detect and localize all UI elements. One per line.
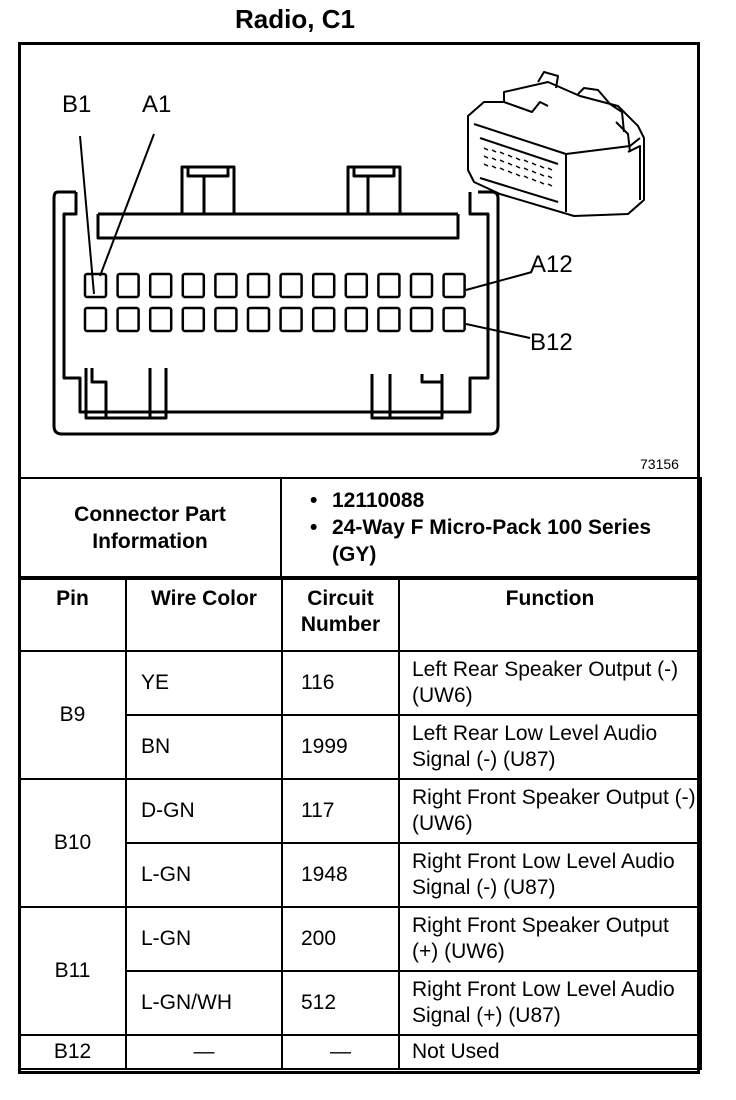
function-cell: Right Front Speaker Output (+) (UW6) <box>399 907 701 971</box>
wire-color-cell: L-GN/WH <box>126 971 282 1035</box>
connector-3d-view <box>468 72 644 216</box>
pin-cavity <box>183 308 204 331</box>
connector-description: • 24-Way F Micro-Pack 100 Series (GY) <box>310 514 700 568</box>
function-cell: Right Front Speaker Output (-) (UW6) <box>399 779 701 843</box>
table-row <box>19 651 701 715</box>
wire-color-cell: YE <box>126 651 282 715</box>
wire-color-cell: BN <box>126 715 282 779</box>
pin-cavity <box>183 274 204 297</box>
header-circuit-number: Circuit Number <box>282 579 399 651</box>
pin-cavity <box>150 274 171 297</box>
circuit-cell: 117 <box>282 779 399 843</box>
connector-info-label: Connector Part Information <box>19 478 281 577</box>
label-b12: B12 <box>530 329 573 356</box>
right-latch <box>348 167 400 214</box>
wire-color-cell: L-GN <box>126 843 282 907</box>
label-a1: A1 <box>142 91 172 118</box>
pin-table <box>18 578 702 1070</box>
page-title: Radio, C1 <box>235 4 355 34</box>
pin-cavity <box>346 308 367 331</box>
label-a12: A12 <box>530 251 573 278</box>
pin-cavity <box>444 274 465 297</box>
circuit-cell: 1948 <box>282 843 399 907</box>
circuit-cell: 116 <box>282 651 399 715</box>
pin-cavity <box>444 308 465 331</box>
pin-cavity <box>411 274 432 297</box>
pin-cavity <box>411 308 432 331</box>
pin-cavity <box>248 308 269 331</box>
function-cell: Not Used <box>399 1035 701 1069</box>
pin-cavity <box>215 308 236 331</box>
pin-cell: B9 <box>19 651 126 779</box>
left-latch <box>182 167 234 214</box>
circuit-cell: 200 <box>282 907 399 971</box>
pin-cavity <box>215 274 236 297</box>
figure-number: 73156 <box>640 456 679 472</box>
pin-cavity <box>85 308 106 331</box>
pin-cavity <box>85 274 106 297</box>
connector-info-list <box>281 478 701 577</box>
circuit-cell: 1999 <box>282 715 399 779</box>
header-function: Function <box>399 579 701 651</box>
function-cell: Left Rear Low Level Audio Signal (-) (U87) <box>399 715 701 779</box>
pin-cavity <box>281 274 302 297</box>
connector-part-number: • 12110088 <box>310 487 700 514</box>
function-cell: Right Front Low Level Audio Signal (-) (U87) <box>399 843 701 907</box>
pin-cavity <box>313 308 334 331</box>
connector-drawing <box>18 42 700 478</box>
connector-diagram <box>18 42 700 478</box>
function-cell: Left Rear Speaker Output (-) (UW6) <box>399 651 701 715</box>
circuit-cell: 512 <box>282 971 399 1035</box>
pin-cavity <box>118 308 139 331</box>
wire-color-cell: D-GN <box>126 779 282 843</box>
pin-cell: B10 <box>19 779 126 907</box>
function-cell: Right Front Low Level Audio Signal (+) (U87) <box>399 971 701 1035</box>
pin-cavity <box>378 308 399 331</box>
wire-color-cell: — <box>126 1035 282 1069</box>
header-pin: Pin <box>19 579 126 651</box>
header-wire-color: Wire Color <box>126 579 282 651</box>
table-row <box>19 1035 701 1069</box>
connector-info-table <box>18 477 702 578</box>
pin-cavity <box>378 274 399 297</box>
pin-cell: B11 <box>19 907 126 1035</box>
pin-cavity <box>118 274 139 297</box>
pin-cavity <box>313 274 334 297</box>
table-row <box>19 779 701 843</box>
pin-cell: B12 <box>19 1035 126 1069</box>
pin-cavity <box>346 274 367 297</box>
pin-cavity <box>281 308 302 331</box>
pin-cavity <box>150 308 171 331</box>
wire-color-cell: L-GN <box>126 907 282 971</box>
table-row <box>19 907 701 971</box>
pin-cavity <box>248 274 269 297</box>
label-b1: B1 <box>62 91 92 118</box>
circuit-cell: — <box>282 1035 399 1069</box>
